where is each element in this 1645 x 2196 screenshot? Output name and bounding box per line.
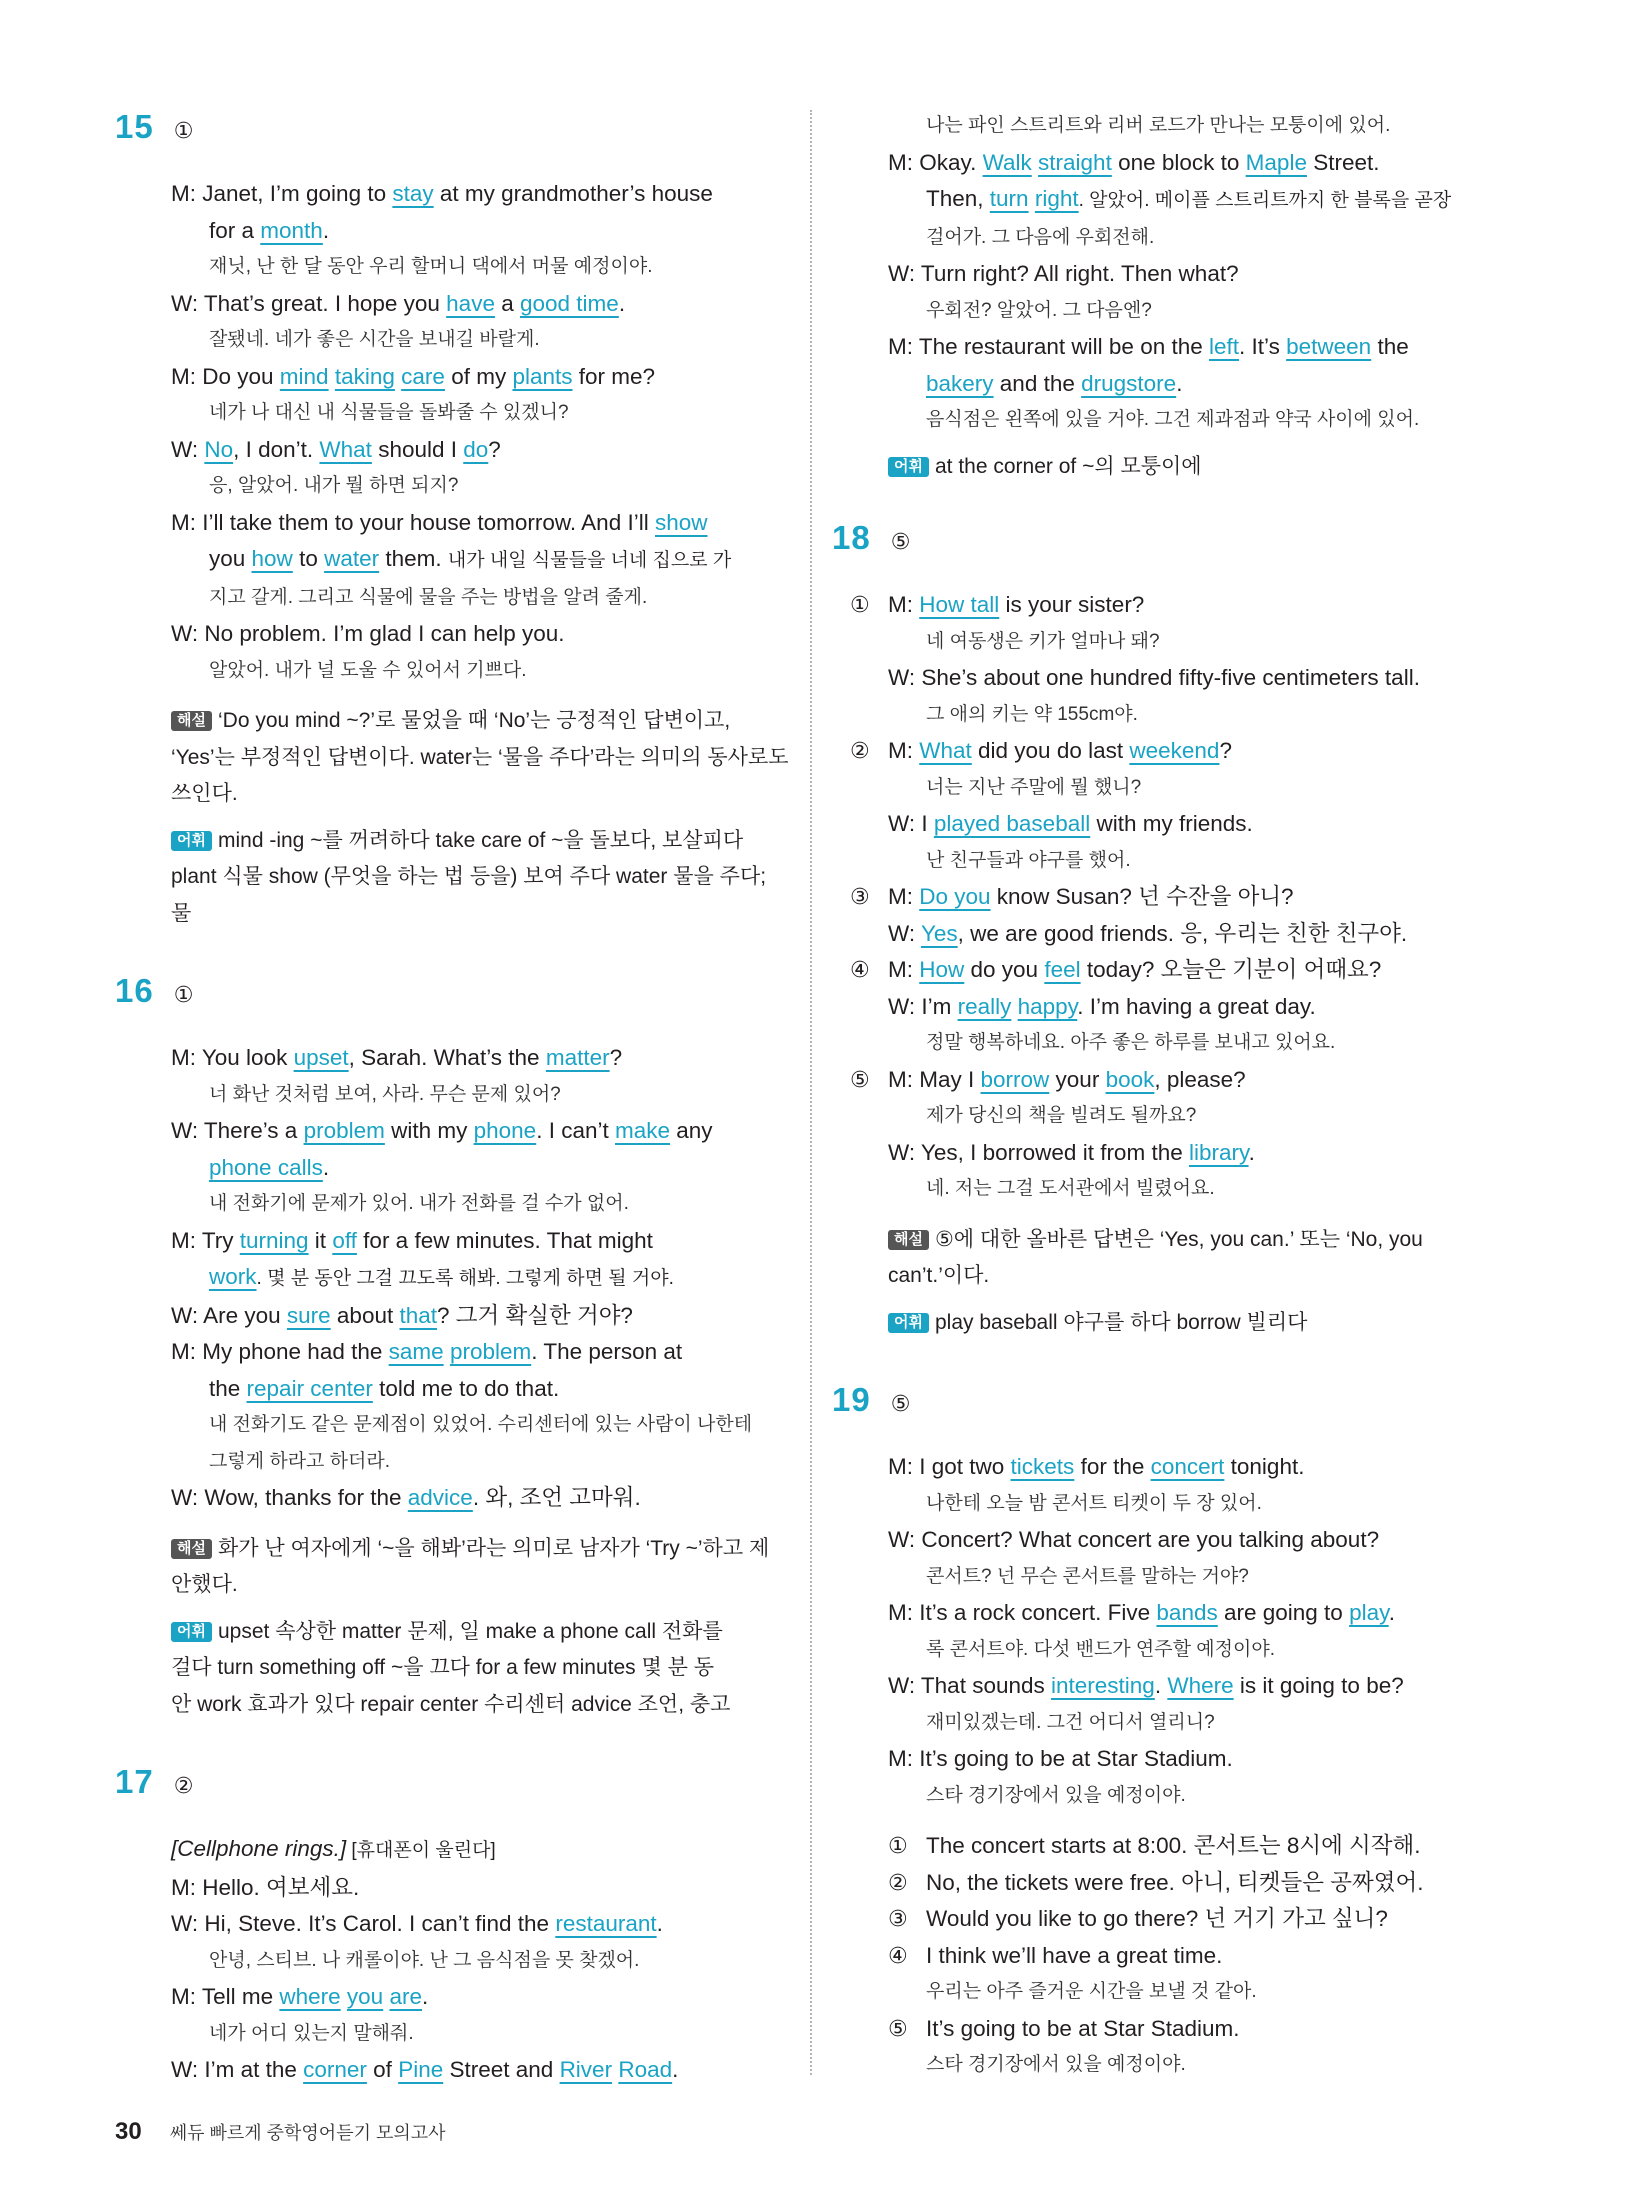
script-line: M: It’s a rock concert. Five bands are going to play. xyxy=(888,1600,1395,1625)
translation: 네. 저는 그걸 도서관에서 빌렸어요. xyxy=(926,1178,1215,1199)
right-column xyxy=(832,108,1492,2124)
translation: 안녕, 스티브. 나 캐롤이야. 난 그 음식점을 못 찾겠어. xyxy=(209,1949,640,1971)
translation: 너 화난 것처럼 보여, 사라. 무슨 문제 있어? xyxy=(209,1083,561,1105)
script-line: bakery and the drugstore. xyxy=(926,370,1183,396)
choice-1: ① M: How tall is your sister? 네 여동생은 키가 얼마나 돼? W: She’s about one hundred fifty-five centimeters tall. 그 애의 키는 약 155cm야. xyxy=(850,587,1492,733)
translation: 제가 당신의 책을 빌려도 될까요? xyxy=(926,1105,1197,1126)
vocab-note: 어휘 upset 속상한 matter 문제, 일 make a phone call 전화를 xyxy=(171,1614,800,1651)
translation: 음식점은 왼쪽에 있을 거야. 그건 제과점과 약국 사이에 있어. xyxy=(926,409,1420,430)
question-16 xyxy=(115,972,800,1723)
script-line: W: Wow, thanks for the advice. 와, 조언 고마워. xyxy=(171,1485,641,1510)
vocab-note: 어휘 mind -ing ~를 꺼려하다 take care of ~을 돌보다, 보살피다 xyxy=(171,823,800,860)
answer-mark: ⑤ xyxy=(890,529,911,554)
vocab-note: 어휘 at the corner of ~의 모퉁이에 xyxy=(888,449,1492,486)
translation: 내 전화기에 문제가 있어. 내가 전화를 걸 수가 없어. xyxy=(209,1193,629,1214)
script-line: M: Hello. 여보세요. xyxy=(171,1874,360,1900)
script-line: W: Concert? What concert are you talking about? xyxy=(888,1527,1380,1552)
script-line: M: Do you know Susan? 넌 수잔을 아니? xyxy=(888,884,1294,909)
script-line: [Cellphone rings.] [휴대폰이 울린다] xyxy=(171,1836,496,1861)
question-17-continued xyxy=(832,108,1492,485)
vocab-note: 어휘 play baseball 야구를 하다 borrow 빌리다 xyxy=(888,1305,1492,1342)
translation: 난 친구들과 야구를 했어. xyxy=(926,849,1131,871)
translation: 네 여동생은 키가 얼마나 돼? xyxy=(926,630,1160,652)
explanation-note-line: 안했다. xyxy=(171,1573,238,1596)
script-line: for a month. xyxy=(209,217,330,243)
translation: 네가 어디 있는지 말해줘. xyxy=(209,2022,414,2044)
question-19 xyxy=(832,1381,1492,2084)
explanation-badge: 해설 xyxy=(171,1539,212,1559)
script-line: W: Yes, we are good friends. 응, 우리는 친한 친구야. xyxy=(888,920,1408,946)
translation: 네가 나 대신 내 식물들을 돌봐줄 수 있겠니? xyxy=(209,402,569,423)
left-column xyxy=(115,108,800,2129)
script-line: M: Okay. Walk straight one block to Maple Street. xyxy=(888,149,1380,175)
translation: 그 애의 키는 약 155cm야. xyxy=(926,703,1138,725)
question-number: 19 xyxy=(832,1381,871,1418)
choice-5: ⑤ It’s going to be at Star Stadium. 스타 경기장에서 있을 예정이야. xyxy=(888,2015,1240,2075)
translation: 록 콘서트야. 다섯 밴드가 연주할 예정이야. xyxy=(926,1638,1275,1660)
choice-4: ④ I think we’ll have a great time. 우리는 아주 즐거운 시간을 보낼 것 같아. xyxy=(888,1942,1257,2002)
script-line: W: She’s about one hundred fifty-five centimeters tall. xyxy=(888,665,1420,690)
choice-4: ④ M: How do you feel today? 오늘은 기분이 어때요? W: I’m really happy. I’m having a great day. 정말 행복하네요. 아주 좋은 하루를 보내고 있어요. xyxy=(850,952,1492,1062)
explanation-note: 해설 화가 난 여자에게 ‘~을 해봐’라는 의미로 남자가 ‘Try ~’하고 제 xyxy=(171,1531,800,1568)
script-line: M: How do you feel today? 오늘은 기분이 어때요? xyxy=(888,957,1382,982)
answer-mark: ① xyxy=(173,118,194,143)
script-line: M: I got two tickets for the concert tonight. xyxy=(888,1454,1305,1479)
script-line: M: Janet, I’m going to stay at my grandmother’s house xyxy=(171,181,713,206)
translation: 걸어가. 그 다음에 우회전해. xyxy=(926,226,1155,248)
answer-mark: ② xyxy=(173,1773,194,1798)
script-line: W: There’s a problem with my phone. I can’t make any xyxy=(171,1118,713,1143)
translation: 알았어. 내가 널 도울 수 있어서 기쁘다. xyxy=(209,659,527,681)
page-number: 30 xyxy=(115,2118,142,2145)
question-15 xyxy=(115,108,800,932)
script-line: M: You look upset, Sarah. What’s the matter? xyxy=(171,1045,623,1070)
vocab-badge: 어휘 xyxy=(171,831,212,851)
vocab-badge: 어휘 xyxy=(888,457,929,477)
script-line: W: No, I don’t. What should I do? xyxy=(171,436,501,462)
answer-mark: ① xyxy=(173,982,194,1007)
script-line: W: I played baseball with my friends. xyxy=(888,811,1253,836)
translation: 콘서트? 넌 무슨 콘서트를 말하는 거야? xyxy=(926,1565,1249,1587)
script-line: M: Tell me where you are. xyxy=(171,1984,429,2009)
translation: 내 전화기도 같은 문제점이 있었어. 수리센터에 있는 사람이 나한테 xyxy=(209,1414,753,1435)
translation: 정말 행복하네요. 아주 좋은 하루를 보내고 있어요. xyxy=(926,1032,1336,1053)
question-18 xyxy=(832,519,1492,1341)
script-line: W: I’m at the corner of Pine Street and River Road. xyxy=(171,2057,679,2082)
translation: 지고 갈게. 그리고 식물에 물을 주는 방법을 알려 줄게. xyxy=(209,586,648,608)
script-line: W: I’m really happy. I’m having a great day. xyxy=(888,993,1316,1019)
script-line: W: Are you sure about that? 그거 확실한 거야? xyxy=(171,1302,633,1328)
script-line: M: Do you mind taking care of my plants for me? xyxy=(171,363,656,389)
script-line: the repair center told me to do that. xyxy=(209,1375,560,1401)
script-line: M: What did you do last weekend? xyxy=(888,738,1232,763)
vocab-badge: 어휘 xyxy=(171,1622,212,1642)
choice-3: ③ Would you like to go there? 넌 거기 가고 싶니? xyxy=(888,1906,1388,1931)
script-line: M: How tall is your sister? xyxy=(888,592,1145,617)
vocab-note-line: plant 식물 show (무엇을 하는 법 등을) 보여 주다 water 물을 주다; xyxy=(171,865,767,888)
script-line: M: The restaurant will be on the left. It’s between the xyxy=(888,334,1409,359)
explanation-badge: 해설 xyxy=(888,1230,929,1250)
answer-choices xyxy=(888,1828,1492,2084)
question-17 xyxy=(115,1763,800,2089)
vocab-note-line: 걸다 turn something off ~을 끄다 for a few minutes 몇 분 동 xyxy=(171,1656,715,1679)
translation: 잘됐네. 네가 좋은 시간을 보내길 바랄게. xyxy=(209,329,540,350)
translation: 나한테 오늘 밤 콘서트 티켓이 두 장 있어. xyxy=(926,1492,1262,1514)
choice-2: ② M: What did you do last weekend? 너는 지난 주말에 뭘 했니? W: I played baseball with my friends. 난 친구들과 야구를 했어. xyxy=(850,733,1492,879)
translation: 스타 경기장에서 있을 예정이야. xyxy=(926,1784,1186,1806)
explanation-badge: 해설 xyxy=(171,711,212,731)
explanation-note: 해설 ⑤에 대한 올바른 답변은 ‘Yes, you can.’ 또는 ‘No, you xyxy=(888,1222,1492,1259)
script-line: W: Hi, Steve. It’s Carol. I can’t find the restaurant. xyxy=(171,1911,663,1936)
translation: 재미있겠는데. 그건 어디서 열리니? xyxy=(926,1711,1215,1733)
choice-3: ③ M: Do you know Susan? 넌 수잔을 아니? W: Yes, we are good friends. 응, 우리는 친한 친구야. xyxy=(850,879,1492,952)
vocab-note-line: 물 xyxy=(171,901,192,925)
translation: 응, 알았어. 내가 뭘 하면 되지? xyxy=(209,475,459,496)
script-line: Then, turn right. 알았어. 메이플 스트리트까지 한 블록을 곧장 xyxy=(926,186,1452,211)
explanation-note-line: 쓰인다. xyxy=(171,782,238,805)
script-line: you how to water them. 내가 내일 식물들을 너네 집으로 가 xyxy=(209,546,732,571)
script-line: W: No problem. I’m glad I can help you. xyxy=(171,621,565,646)
script-line: work. 몇 분 동안 그걸 끄도록 해봐. 그렇게 하면 될 거야. xyxy=(209,1264,674,1289)
script-line: M: Try turning it off for a few minutes. That might xyxy=(171,1227,653,1253)
question-number: 17 xyxy=(115,1763,154,1800)
vocab-badge: 어휘 xyxy=(888,1313,929,1333)
script-line: M: My phone had the same problem. The person at xyxy=(171,1339,683,1364)
translation: 우회전? 알았어. 그 다음엔? xyxy=(926,299,1152,321)
script-line: M: May I borrow your book, please? xyxy=(888,1066,1246,1092)
choice-1: ① The concert starts at 8:00. 콘서트는 8시에 시작해. xyxy=(888,1833,1421,1858)
translation: 나는 파인 스트리트와 리버 로드가 만나는 모퉁이에 있어. xyxy=(926,115,1391,136)
script-line: W: That’s great. I hope you have a good time. xyxy=(171,290,626,316)
script-line: M: I’ll take them to your house tomorrow. And I’ll show xyxy=(171,509,708,535)
choice-5: ⑤ M: May I borrow your book, please? 제가 당신의 책을 빌려도 될까요? W: Yes, I borrowed it from the library. 네. 저는 그걸 도서관에서 빌렸어요. xyxy=(850,1062,1492,1208)
page-footer xyxy=(115,2118,446,2146)
script-line: W: Turn right? All right. Then what? xyxy=(888,261,1239,286)
script-line: W: That sounds interesting. Where is it going to be? xyxy=(888,1673,1404,1698)
explanation-note-line: ‘Yes’는 부정적인 답변이다. water는 ‘물을 주다’라는 의미의 동사로도 xyxy=(171,745,789,769)
translation: 너는 지난 주말에 뭘 했니? xyxy=(926,776,1142,798)
explanation-note-line: can’t.’이다. xyxy=(888,1264,990,1287)
choice-2: ② No, the tickets were free. 아니, 티켓들은 공짜였어. xyxy=(888,1869,1424,1895)
question-number: 15 xyxy=(115,108,154,145)
translation: 그렇게 하라고 하더라. xyxy=(209,1450,391,1472)
script-line: M: It’s going to be at Star Stadium. xyxy=(888,1746,1233,1771)
column-divider xyxy=(810,110,812,2075)
question-number: 16 xyxy=(115,972,154,1009)
answer-mark: ⑤ xyxy=(890,1391,911,1416)
translation: 재닛, 난 한 달 동안 우리 할머니 댁에서 머물 예정이야. xyxy=(209,256,653,277)
book-title: 쎄듀 빠르게 중학영어듣기 모의고사 xyxy=(169,2123,446,2143)
script-line: W: Yes, I borrowed it from the library. xyxy=(888,1139,1255,1165)
vocab-note-line: 안 work 효과가 있다 repair center 수리센터 advice 조언, 충고 xyxy=(171,1692,731,1716)
script-line: phone calls. xyxy=(209,1154,330,1180)
explanation-note: 해설 ‘Do you mind ~?’로 물었을 때 ‘No’는 긍정적인 답변이고, xyxy=(171,703,800,740)
question-number: 18 xyxy=(832,519,871,556)
